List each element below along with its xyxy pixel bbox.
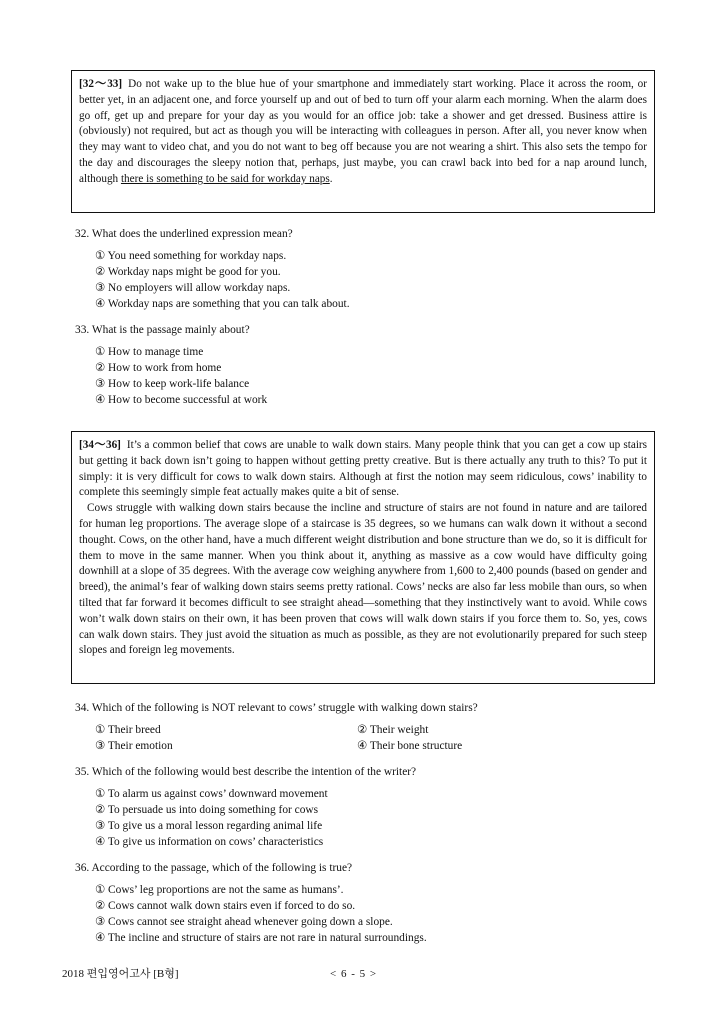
option[interactable]: ④ To give us information on cows’ characteristics [95,836,324,848]
passage-text: Do not wake up to the blue hue of your smartphone and immediately start working. Place it across the room, or better yet, in an adjacent one, and force yourself up and out of bed to turn off your alarm each morning. When the alarm does go off, get up and prepare for your day as you would for an office job: take a shower and get dressed. Business attire is (obviously) not required, but act as though you will be interacting with colleagues in person. After all, you never know when they may want to video chat, and you do not want to beg off because you are not wearing a shirt. This also sets the tempo for the day and discourages the sleepy notion that, perhaps, just maybe, you can crawl back into bed for a nap around lunch, although [79,78,648,185]
option[interactable]: ① Cows’ leg proportions are not the same as humans’. [95,884,344,896]
question-stem: 35. Which of the following would best describe the intention of the writer? [75,766,417,778]
option[interactable]: ① To alarm us against cows’ downward movement [95,788,328,800]
option[interactable]: ④ The incline and structure of stairs are not rare in natural surroundings. [95,932,427,944]
question-stem: 36. According to the passage, which of the following is true? [75,862,353,874]
option[interactable]: ④ Their bone structure [357,740,463,752]
page-number: < 6 - 5 > [330,968,378,980]
question-34 [75,700,619,754]
passage-34-36 [71,431,655,684]
question-33 [75,322,267,408]
option[interactable]: ③ Cows cannot see straight ahead whenever going down a slope. [95,916,393,928]
passage-range: [32～33] [79,78,123,90]
question-stem: 32. What does the underlined expression mean? [75,228,293,240]
passage-32-33 [71,70,655,213]
question-35 [75,764,416,850]
passage-paragraph-2: Cows struggle with walking down stairs because the incline and structure of stairs are not found in nature and are tailored for human leg proportions. The average slope of a staircase is 35 degrees, so we humans can walk down it without a second thought. Cows, on the other hand, have a much different weight distribution and bone structure than we do, so it is difficult for them to move in the same manner. When you think about it, anything as massive as a cow would have difficulty going downhill at a slope of 35 degrees. With the average cow weighing anywhere from 1,600 to 2,400 pounds (based on gender and breed), the animal’s fear of walking down stairs seems pretty rational. Cows’ necks are also far less mobile than ours, so when tilted that far forward it becomes difficult to see straight ahead—something that they instinctively want to avoid. While cows won’t walk down stairs on their own, it has been proven that cows will walk down stairs if you force them to. So, yes, cows can walk down stairs. They just avoid the situation as much as possible, as they are not evolutionarily prepared for such steep slopes and foreign leg movements. [79,502,647,657]
option[interactable]: ① How to manage time [95,346,204,358]
option[interactable]: ② How to work from home [95,362,222,374]
option[interactable]: ④ Workday naps are something that you can talk about. [95,298,350,310]
option[interactable]: ④ How to become successful at work [95,394,268,406]
option[interactable]: ③ Their emotion [95,740,173,752]
question-36 [75,860,427,946]
option[interactable]: ③ No employers will allow workday naps. [95,282,291,294]
option[interactable]: ① Their breed [95,724,161,736]
option[interactable]: ② Their weight [357,724,429,736]
question-stem: 34. Which of the following is NOT relevant to cows’ struggle with walking down stairs? [75,702,478,714]
passage-paragraph-1: It’s a common belief that cows are unable to walk down stairs. Many people think that you can get a cow up stairs but getting it back down isn’t going to happen without getting pretty creative. But is there actually any truth to this? To put it simply: it is very difficult for cows to walk down stairs. Although at first the notion may seem ridiculous, cows’ inability to complete this seemingly simple feat actually makes quite a bit of sense. [79,439,648,499]
passage-range: [34～36] [79,439,121,451]
option[interactable]: ③ To give us a moral lesson regarding animal life [95,820,323,832]
option[interactable]: ② Workday naps might be good for you. [95,266,281,278]
question-32 [75,226,350,312]
option[interactable]: ② Cows cannot walk down stairs even if forced to do so. [95,900,356,912]
passage-text-end: . [329,172,333,185]
option[interactable]: ① You need something for workday naps. [95,250,287,262]
option[interactable]: ③ How to keep work-life balance [95,378,250,390]
option[interactable]: ② To persuade us into doing something for cows [95,804,319,816]
exam-title: 2018 편입영어고사 [B형] [62,968,179,980]
question-stem: 33. What is the passage mainly about? [75,324,250,336]
underlined-expression: there is something to be said for workday naps [120,172,330,185]
